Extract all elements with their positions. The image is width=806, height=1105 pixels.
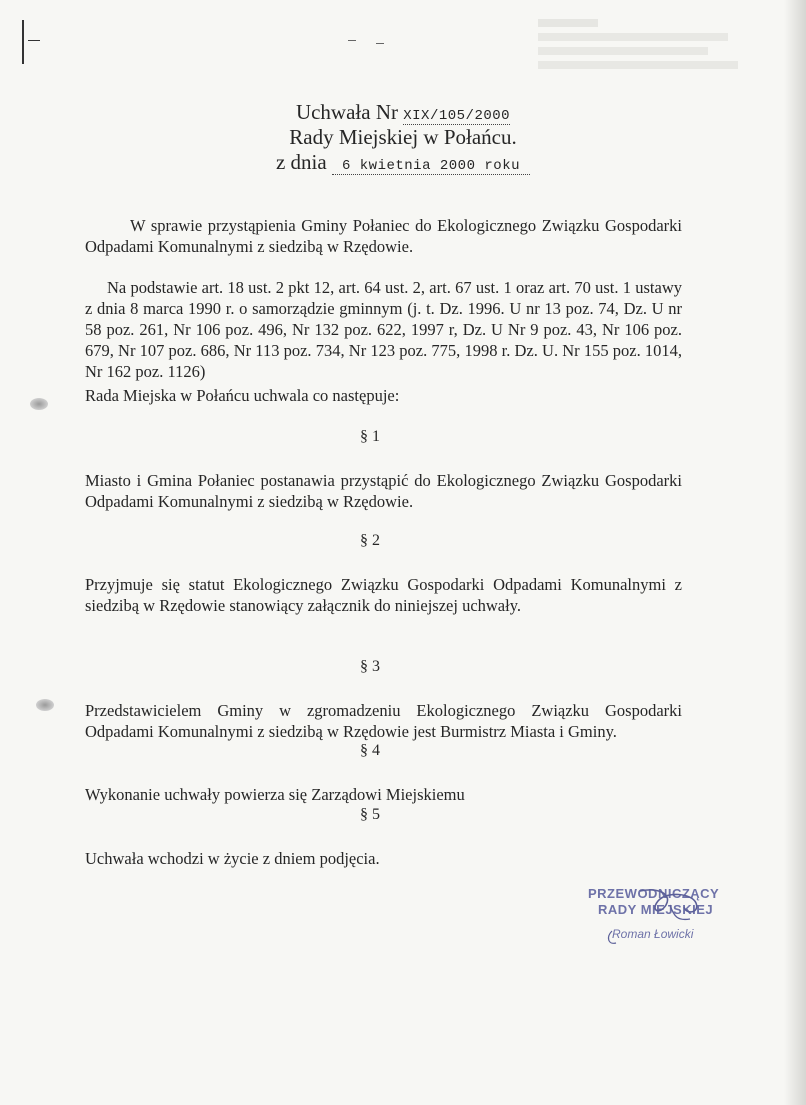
stamp-name: Roman Łowicki: [612, 927, 694, 941]
punch-hole: [30, 398, 48, 410]
resolution-number: XIX/105/2000: [403, 108, 511, 124]
resolution-title: [0, 100, 806, 125]
section-mark-3: § 3: [360, 658, 380, 675]
title-prefix: Uchwała Nr: [295, 100, 398, 124]
intro-paragraph: W sprawie przystąpienia Gminy Połaniec do Ekologicznego Związku Gospodarki Odpadami Komunalnymi z siedzibą w Rzędowie.: [85, 216, 682, 256]
resolves-line: Rada Miejska w Połańcu uchwala co następuje:: [85, 386, 400, 405]
section-mark-4: § 4: [360, 742, 380, 759]
section-text-1: Miasto i Gmina Połaniec postanawia przystąpić do Ekologicznego Związku Gospodarki Odpadami Komunalnymi z siedzibą w Rzędowie.: [85, 471, 682, 511]
council-line: Rady Miejskiej w Połańcu.: [289, 125, 517, 149]
section-text-4: Wykonanie uchwały powierza się Zarządowi Miejskiemu: [85, 785, 465, 804]
section-mark-1: § 1: [360, 428, 380, 445]
margin-mark-dash: [28, 40, 40, 41]
punch-hole: [36, 699, 54, 711]
stamp-line-1: PRZEWODNICZĄCY: [588, 886, 720, 901]
section-mark-2: § 2: [360, 532, 380, 549]
scan-dash: [348, 40, 356, 41]
section-text-2: Przyjmuje się statut Ekologicznego Związku Gospodarki Odpadami Komunalnymi z siedzibą w Rzędowie stanowiący załącznik do niniejszej uchwały.: [85, 575, 682, 615]
section-text-3: Przedstawicielem Gminy w zgromadzeniu Ekologicznego Związku Gospodarki Odpadami Komunalnymi z siedzibą w Rzędowie jest Burmistrz Miasta i Gminy.: [85, 701, 682, 741]
stamp-line-2: RADY MIEJSKIEJ: [598, 902, 714, 917]
legal-basis: Na podstawie art. 18 ust. 2 pkt 12, art. 64 ust. 2, art. 67 ust. 1 oraz art. 70 ust. 1 ustawy z dnia 8 marca 1990 r. o samorządzie gminnym (j. t. Dz. 1996. U nr 13 poz. 74, Dz. U nr 58 poz. 261, Nr 106 poz. 496, Nr 132 poz. 622, 1997 r, Dz. U Nr 9 poz. 43, Nr 106 poz. 679, Nr 107 poz. 686, Nr 113 poz. 734, Nr 123 poz. 775, 1998 r. Dz. U. Nr 155 poz. 1014, Nr 162 poz. 1126): [85, 278, 682, 381]
reverse-side-bleed: [538, 12, 738, 103]
section-text-5: Uchwała wchodzi w życie z dniem podjęcia.: [85, 849, 380, 868]
date-prefix: z dnia: [275, 150, 327, 174]
section-mark-5: § 5: [360, 806, 380, 823]
date-line: [0, 150, 806, 175]
handwritten-signature: [600, 885, 730, 955]
scan-dash: [376, 43, 384, 44]
resolution-date: 6 kwietnia 2000 roku: [332, 158, 530, 175]
margin-mark: [22, 20, 24, 64]
